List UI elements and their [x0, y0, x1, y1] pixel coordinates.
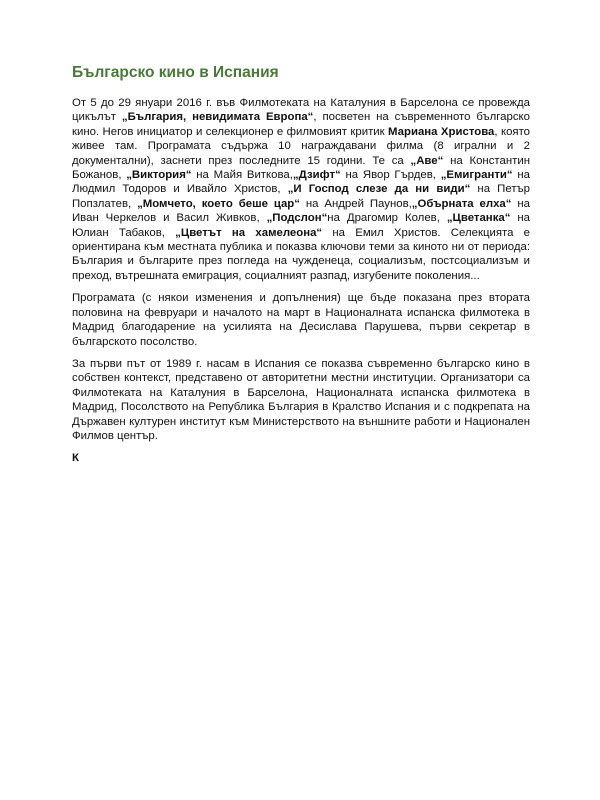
text-segment: на Андрей Паунов,: [299, 197, 412, 210]
text-segment: на Иван Черкелов и Васил Живков,: [72, 197, 530, 225]
film-title: „Момчето, което беше цар“: [137, 197, 300, 210]
paragraph-3: За първи път от 1989 г. насам в Испания се показва съвременно българско кино в собствен контекст, представено от авторитетни местни институции. Организатори са Филмотеката на Каталуния в Барселона, Националната испанска филмотека в Мадрид, Посолството на Република България в Кралство Испания и с подкрепата на Държавен културен институт към Министерството на външните работи и Национален Филмов център.: [72, 357, 530, 442]
text-segment: на Людмил Тодоров и Ивайло Христов,: [72, 169, 530, 196]
film-title: „Цветът на хамелеона“: [175, 226, 323, 239]
film-title: „Обърната елха“: [411, 197, 512, 210]
text-segment: , посветен на съвременното българско кино. Негов инициатор и селекционер е филмовият критик: [72, 111, 530, 138]
film-title: „Виктория“: [126, 169, 192, 182]
text-segment: на Юлиан Табаков,: [72, 212, 530, 239]
text-segment: От 5 до 29 януари 2016 г. във Филмотеката на Каталуния в Барселона се провежда цикълът: [72, 97, 530, 124]
text-segment: на Майя Виткова,: [191, 169, 293, 182]
paragraph-1: [72, 96, 530, 283]
text-segment: на Явор Гърдев,: [340, 169, 441, 182]
text-segment: на Емил Христов. Селекцията е ориентирана към местната публика и показва ключови теми за киното ни от периода: България и българите през погледа на чужденеца, социализъм, постсоциализъм и преход, вътрешната емиграция, социалният разпад, изгубените поколения...: [72, 226, 531, 282]
critic-name: Мариана Христова: [388, 125, 495, 138]
text-segment: , която живее там. Програмата съдържа 10 награждавани филма (8 игрални и 2 документални), заснети през последните 15 години. Те са: [72, 125, 530, 167]
text-segment: на Драгомир Колев,: [327, 212, 447, 225]
film-title: „Подслон“: [266, 212, 328, 225]
text-segment: на Константин Божанов,: [72, 154, 530, 182]
film-title: „Дзифт“: [292, 169, 341, 182]
film-title: „Цветанка“: [446, 212, 511, 225]
article-title: Българско кино в Испания: [72, 64, 279, 81]
text-segment: на Петър Попзлатев,: [72, 183, 530, 210]
film-title: „И Господ слезе да ни види“: [287, 183, 471, 196]
article-body: [72, 96, 530, 466]
film-title: „Аве“: [410, 154, 444, 167]
author-signature: К: [72, 452, 79, 465]
program-title: „България, невидимата Европа“: [121, 111, 314, 124]
paragraph-2: Програмата (с някои изменения и допълнения) ще бъде показана през втората половина на февруари и началото на март в Националната испанска филмотека в Мадрид благодарение на усилията на Десислава Парушева, първи секретар в българското посолство.: [72, 292, 530, 348]
film-title: „Емигранти“: [440, 169, 513, 182]
